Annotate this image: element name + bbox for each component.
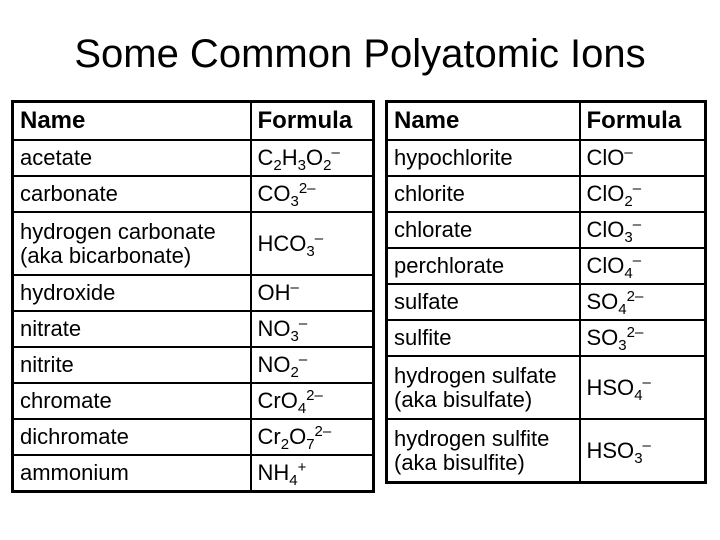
ion-name: chlorate <box>394 217 473 242</box>
ion-name: sulfite <box>394 325 452 350</box>
ion-formula-cell <box>580 320 706 356</box>
formula-subscript: 3 <box>618 337 627 354</box>
ion-name: hydroxide <box>20 280 116 305</box>
ion-formula-cell <box>580 140 706 176</box>
ion-name: ammonium <box>20 460 129 485</box>
table-row <box>387 284 706 320</box>
formula-charge: – <box>624 144 633 161</box>
table-row <box>13 347 374 383</box>
ion-formula-cell <box>580 284 706 320</box>
formula-charge: 2– <box>626 288 644 305</box>
formula-charge: – <box>298 315 308 332</box>
formula-element: SO <box>586 325 619 350</box>
formula-charge: – <box>632 180 642 197</box>
ion-formula-cell <box>251 455 374 492</box>
table-row <box>387 176 706 212</box>
ion-name-cell <box>13 212 251 275</box>
formula-subscript: 3 <box>290 193 299 210</box>
formula-charge: – <box>331 144 340 161</box>
formula-element: ClO <box>586 253 625 278</box>
page-title: Some Common Polyatomic Ions <box>74 32 646 76</box>
formula-subscript: 2 <box>624 193 633 210</box>
ion-formula-cell <box>251 419 374 455</box>
table-row <box>13 140 374 176</box>
ion-formula-cell <box>580 419 706 483</box>
ion-name: hydrogen sulfate <box>394 362 557 388</box>
formula-element: C <box>257 145 274 170</box>
formula-subscript: 4 <box>289 472 298 489</box>
ion-formula-cell <box>251 275 374 311</box>
table-row <box>13 455 374 492</box>
ion-name-cell <box>13 275 251 311</box>
formula-subscript: 4 <box>297 400 307 417</box>
ion-formula-cell <box>580 356 706 419</box>
formula-charge: – <box>632 252 642 269</box>
formula-element: OH <box>257 280 291 305</box>
formula-charge: 2– <box>626 324 644 341</box>
ion-name-cell <box>387 212 580 248</box>
formula-subscript: 4 <box>618 301 627 318</box>
ion-formula-cell <box>251 140 374 176</box>
ion-name: hydrogen carbonate <box>20 218 216 244</box>
ion-name: (aka bicarbonate) <box>20 242 192 268</box>
ion-name-cell <box>387 419 580 483</box>
ion-formula-cell <box>251 311 374 347</box>
ion-name: chlorite <box>394 181 465 206</box>
formula-element: NH <box>257 460 290 485</box>
formula-charge: – <box>298 351 308 368</box>
ions-table-right <box>385 100 707 484</box>
formula-element: ClO <box>586 181 625 206</box>
formula-charge: 2– <box>298 180 316 197</box>
formula-element: HCO <box>257 230 307 256</box>
ion-name-cell <box>387 176 580 212</box>
formula-element: HSO <box>586 437 635 463</box>
ion-name: chromate <box>20 388 112 413</box>
name-column-header: Name <box>387 102 580 141</box>
formula-element: NO <box>257 316 291 341</box>
ion-name-cell <box>13 140 251 176</box>
ion-name: (aka bisulfite) <box>394 449 525 475</box>
formula-charge: 2– <box>314 423 332 440</box>
ion-formula-cell <box>580 248 706 284</box>
formula-element: SO <box>586 289 619 314</box>
table-row <box>13 419 374 455</box>
ion-name-cell <box>387 284 580 320</box>
ions-table-left <box>11 100 375 493</box>
formula-charge: – <box>290 279 299 296</box>
formula-element: NO <box>257 352 291 377</box>
formula-element: ClO <box>586 145 625 170</box>
formula-element: O <box>305 145 324 170</box>
formula-subscript: 7 <box>306 436 315 453</box>
ion-name-cell <box>13 419 251 455</box>
ion-formula-cell <box>251 212 374 275</box>
formula-subscript: 2 <box>290 364 299 381</box>
table-row <box>13 212 374 275</box>
formula-element: CO <box>257 181 291 206</box>
ion-name-cell <box>387 356 580 419</box>
formula-element: CrO <box>257 388 298 413</box>
formula-subscript: 3 <box>306 242 315 260</box>
table-row <box>13 311 374 347</box>
table-row <box>13 275 374 311</box>
formula-charge: – <box>642 436 651 454</box>
formula-charge: – <box>632 216 642 233</box>
ion-name-cell <box>13 383 251 419</box>
ion-formula-cell <box>251 383 374 419</box>
ion-name: nitrite <box>20 352 74 377</box>
ion-formula-cell <box>251 176 374 212</box>
formula-element: HSO <box>586 374 635 400</box>
table-row <box>387 248 706 284</box>
ion-formula-cell <box>251 347 374 383</box>
formula-subscript: 2 <box>273 157 282 174</box>
table-row <box>387 140 706 176</box>
table-row <box>387 419 706 483</box>
ion-name: sulfate <box>394 289 459 314</box>
formula-subscript: 2 <box>280 436 290 453</box>
formula-charge: – <box>642 373 651 391</box>
formula-subscript: 3 <box>634 449 643 467</box>
name-column-header: Name <box>13 102 251 141</box>
table-row <box>387 212 706 248</box>
ion-formula-cell <box>580 212 706 248</box>
formula-charge: 2– <box>306 387 323 404</box>
ion-name: hydrogen sulfite <box>394 425 550 451</box>
formula-element: ClO <box>586 217 625 242</box>
formula-subscript: 2 <box>323 157 332 174</box>
formula-charge: + <box>297 459 307 476</box>
formula-subscript: 3 <box>297 157 306 174</box>
formula-column-header: Formula <box>251 102 374 141</box>
formula-charge: – <box>314 229 324 247</box>
formula-element: O <box>289 424 307 449</box>
ion-name: hypochlorite <box>394 145 513 170</box>
ion-name: nitrate <box>20 316 82 341</box>
ion-name-cell <box>387 140 580 176</box>
ion-name-cell <box>387 320 580 356</box>
formula-subscript: 4 <box>624 265 633 282</box>
table-row <box>13 176 374 212</box>
ion-name-cell <box>13 455 251 492</box>
ion-name: acetate <box>20 145 93 170</box>
table-row <box>13 383 374 419</box>
table-row <box>387 320 706 356</box>
formula-subscript: 4 <box>634 386 643 404</box>
header-row <box>387 102 706 141</box>
ion-name-cell <box>387 248 580 284</box>
formula-column-header: Formula <box>580 102 706 141</box>
ion-name: (aka bisulfate) <box>394 386 533 412</box>
formula-subscript: 3 <box>624 229 633 246</box>
formula-element: H <box>281 145 298 170</box>
ion-name: perchlorate <box>394 253 505 278</box>
ion-name-cell <box>13 311 251 347</box>
header-row <box>13 102 374 141</box>
ion-name: dichromate <box>20 424 129 449</box>
ion-name: carbonate <box>20 181 118 206</box>
ion-formula-cell <box>580 176 706 212</box>
formula-subscript: 3 <box>290 328 299 345</box>
ion-name-cell <box>13 347 251 383</box>
formula-element: Cr <box>257 424 281 449</box>
table-row <box>387 356 706 419</box>
ion-name-cell <box>13 176 251 212</box>
